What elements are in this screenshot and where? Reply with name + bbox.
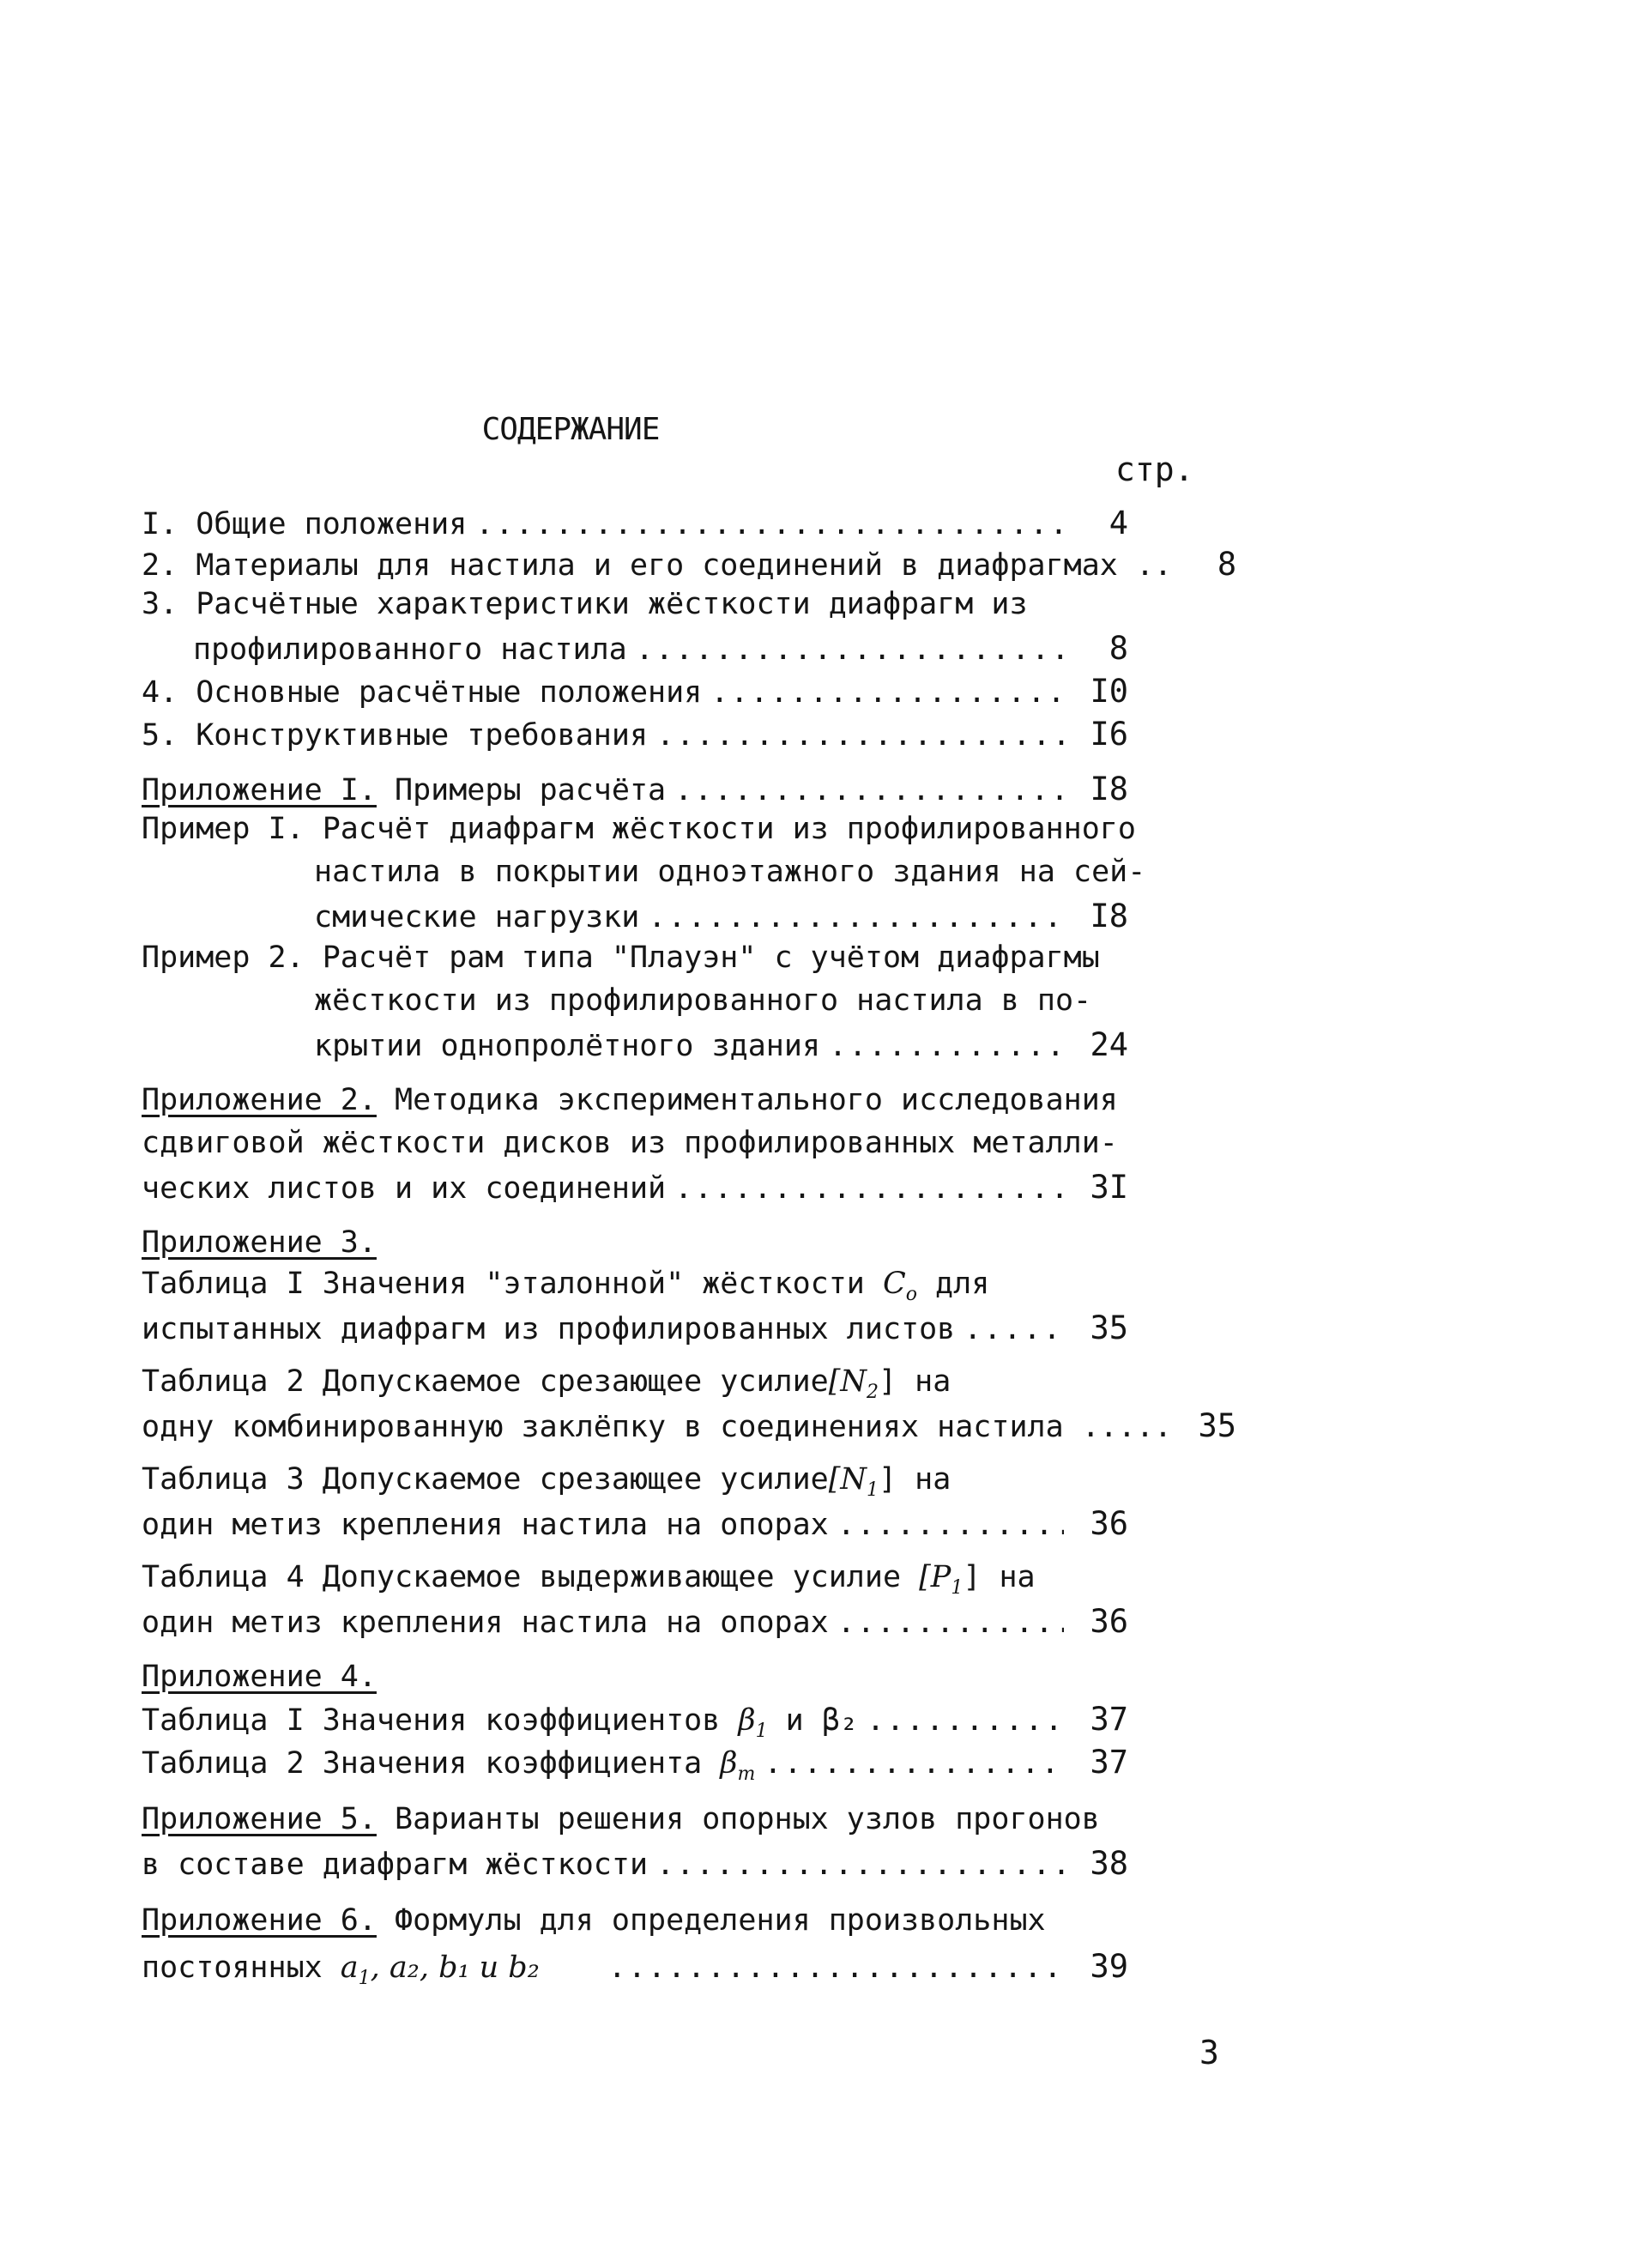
toc-entry[interactable]: один метиз крепления настила на опорах ..... 36: [142, 1603, 1128, 1646]
toc-entry[interactable]: 4. Основные расчётные положения ..... I0: [142, 673, 1128, 716]
toc-entry[interactable]: Таблица 2 Допускаемое срезающее $усилие[N_2]$ на: [142, 1364, 951, 1403]
toc-entry[interactable]: Приложение 6. Формулы для определения произвольных: [142, 1903, 1046, 1938]
toc-entry[interactable]: жёсткости из профилированного настила в по-: [314, 983, 1092, 1018]
toc-page-number: 4: [1109, 505, 1128, 541]
appendix-label: Приложение 4.: [142, 1660, 377, 1694]
toc-entry[interactable]: профилированного настила ..... 8: [193, 630, 1128, 673]
toc-entry[interactable]: Приложение I. Примеры расчёта ..... I8: [142, 771, 1128, 813]
leader-dots: [475, 507, 1064, 541]
page-number: 3: [1199, 2034, 1219, 2071]
toc-page-number: 8: [1109, 630, 1128, 667]
toc-entry[interactable]: [142, 1660, 1128, 1703]
toc-entry[interactable]: в составе диафрагм жёсткости ..... 38: [142, 1845, 1128, 1888]
leader-dots: [636, 632, 1064, 667]
appendix-label: Приложение 5.: [142, 1802, 377, 1836]
toc-entry[interactable]: постоянных $a_1$, a₂, b₁ и b₂ ..... 39: [142, 1948, 1128, 1991]
toc-page-number: 3I: [1090, 1169, 1128, 1206]
appendix-label: Приложение I.: [142, 773, 377, 807]
leader-dots: [674, 773, 1064, 807]
toc-entry[interactable]: Пример 2. Расчёт рам типа "Плауэн" с учётом диафрагмы: [142, 940, 1100, 975]
toc-entry[interactable]: Пример I. Расчёт диафрагм жёсткости из профилированного: [142, 812, 1136, 846]
leader-dots: [608, 1950, 1064, 1985]
page-title: СОДЕРЖАНИЕ: [481, 412, 660, 447]
toc-entry[interactable]: крытии однопролётного здания ..... 24: [314, 1026, 1128, 1069]
appendix-label: Приложение 2.: [142, 1083, 377, 1117]
toc-entry[interactable]: Таблица 4 Допускаемое выдерживающее усилие $[P_1]$ на: [142, 1560, 1036, 1599]
toc-page-number: 36: [1090, 1603, 1128, 1640]
toc-page-number: 37: [1090, 1701, 1128, 1738]
toc-page-number: 39: [1090, 1948, 1128, 1985]
toc-page-number: I6: [1090, 716, 1128, 753]
toc-entry[interactable]: 2. Материалы для настила и его соединений в диафрагмах .. 8: [142, 546, 1237, 583]
toc-entry[interactable]: Приложение 2. Методика экспериментального исследования: [142, 1083, 1118, 1117]
appendix-label: Приложение 3.: [142, 1225, 377, 1260]
toc-entry[interactable]: 5. Конструктивные требования ..... I6: [142, 716, 1128, 759]
toc-entry[interactable]: настила в покрытии одноэтажного здания на сей-: [314, 855, 1146, 889]
leader-dots: [674, 1171, 1064, 1206]
toc-page-number: I0: [1090, 673, 1128, 710]
toc-entry[interactable]: Таблица I Значения "эталонной" жёсткости $C_o$ для: [142, 1267, 990, 1305]
toc-page-number: I8: [1090, 771, 1128, 807]
toc-entry[interactable]: смические нагрузки ..... I8: [314, 898, 1128, 940]
leader-dots: [764, 1746, 1064, 1781]
toc-entry[interactable]: испытанных диафрагм из профилированных листов ..... 35: [142, 1309, 1128, 1352]
leader-dots: [964, 1312, 1064, 1346]
leader-dots: [656, 718, 1064, 753]
page-column-header: стр.: [1115, 451, 1194, 488]
toc-page-number: 35: [1090, 1309, 1128, 1346]
toc-entry[interactable]: Приложение 5. Варианты решения опорных узлов прогонов: [142, 1802, 1100, 1836]
leader-dots: [710, 675, 1064, 710]
leader-dots: [829, 1029, 1064, 1063]
toc-entry[interactable]: I. Общие положения ..... 4: [142, 505, 1128, 547]
leader-dots: [837, 1606, 1064, 1640]
toc-page-number: 35: [1198, 1407, 1237, 1444]
toc-entry[interactable]: один метиз крепления настила на опорах ..... 36: [142, 1505, 1128, 1548]
leader-dots: [648, 900, 1064, 934]
toc-page-number: 36: [1090, 1505, 1128, 1542]
leader-dots: [867, 1703, 1064, 1738]
toc-entry[interactable]: сдвиговой жёсткости дисков из профилированных металли-: [142, 1126, 1118, 1160]
appendix-label: Приложение 6.: [142, 1903, 377, 1938]
toc-entry[interactable]: одну комбинированную заклёпку в соединениях настила ..... 35: [142, 1407, 1237, 1444]
toc-entry[interactable]: Таблица I Значения коэффициентов $\beta_1$ и β₂ ..... 37: [142, 1701, 1128, 1744]
toc-page-number: 24: [1090, 1026, 1128, 1063]
toc-page-number: 8: [1217, 546, 1237, 583]
toc-entry[interactable]: [142, 1225, 1128, 1268]
toc-entry[interactable]: Таблица 3 Допускаемое срезающее $усилие[N_1]$ на: [142, 1462, 951, 1501]
toc-entry[interactable]: 3. Расчётные характеристики жёсткости диафрагм из: [142, 587, 1028, 621]
toc-page-number: I8: [1090, 898, 1128, 934]
leader-dots: [656, 1848, 1064, 1882]
toc-entry[interactable]: Таблица 2 Значения коэффициента $\beta_m$ ..... 37: [142, 1744, 1128, 1787]
toc-page-number: 37: [1090, 1744, 1128, 1781]
toc-entry[interactable]: ческих листов и их соединений ..... 3I: [142, 1169, 1128, 1212]
toc-page-number: 38: [1090, 1845, 1128, 1882]
leader-dots: [837, 1508, 1064, 1542]
